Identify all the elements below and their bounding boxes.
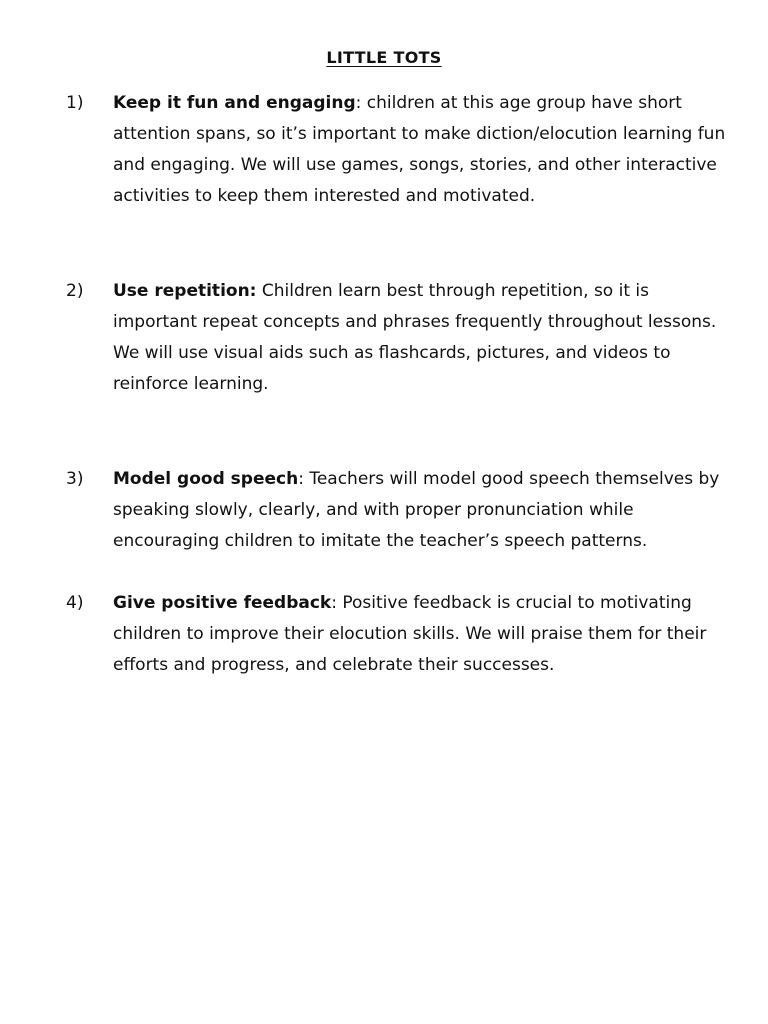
item-separator: : [298, 469, 304, 489]
item-body [113, 588, 738, 681]
item-text: Positive feedback is crucial to motivating children to improve their elocution skills. We will praise them for their efforts and progress, and celebrate their successes. [113, 593, 707, 675]
item-text: Children learn best through repetition, so it is important repeat concepts and phrases frequently throughout lessons. We will use visual aids such as flashcards, pictures, and videos to reinforce learning. [113, 281, 717, 394]
item-body [113, 464, 738, 557]
list-item [66, 464, 738, 557]
item-separator: : [331, 593, 337, 613]
list-item [66, 588, 738, 681]
item-heading: Model good speech [113, 469, 299, 489]
item-heading: Give positive feedback [113, 593, 332, 613]
document-title: LITTLE TOTS [326, 48, 442, 67]
item-number: 3) [66, 469, 84, 489]
list-item [66, 88, 738, 212]
item-body [113, 276, 738, 400]
item-number: 1) [66, 93, 84, 113]
item-body [113, 88, 738, 212]
item-number: 2) [66, 281, 84, 301]
item-heading: Keep it fun and engaging [113, 93, 356, 113]
list-item [66, 276, 738, 400]
item-text: children at this age group have short attention spans, so it’s important to make diction/elocution learning fun and engaging. We will use games, songs, stories, and other interactive activities to keep them interested and motivated. [113, 93, 726, 206]
item-number: 4) [66, 593, 84, 613]
item-text: Teachers will model good speech themselves by speaking slowly, clearly, and with proper pronunciation while encouraging children to imitate the teacher’s speech patterns. [113, 469, 720, 551]
item-heading: Use repetition: [113, 281, 257, 301]
item-separator: : [355, 93, 362, 113]
